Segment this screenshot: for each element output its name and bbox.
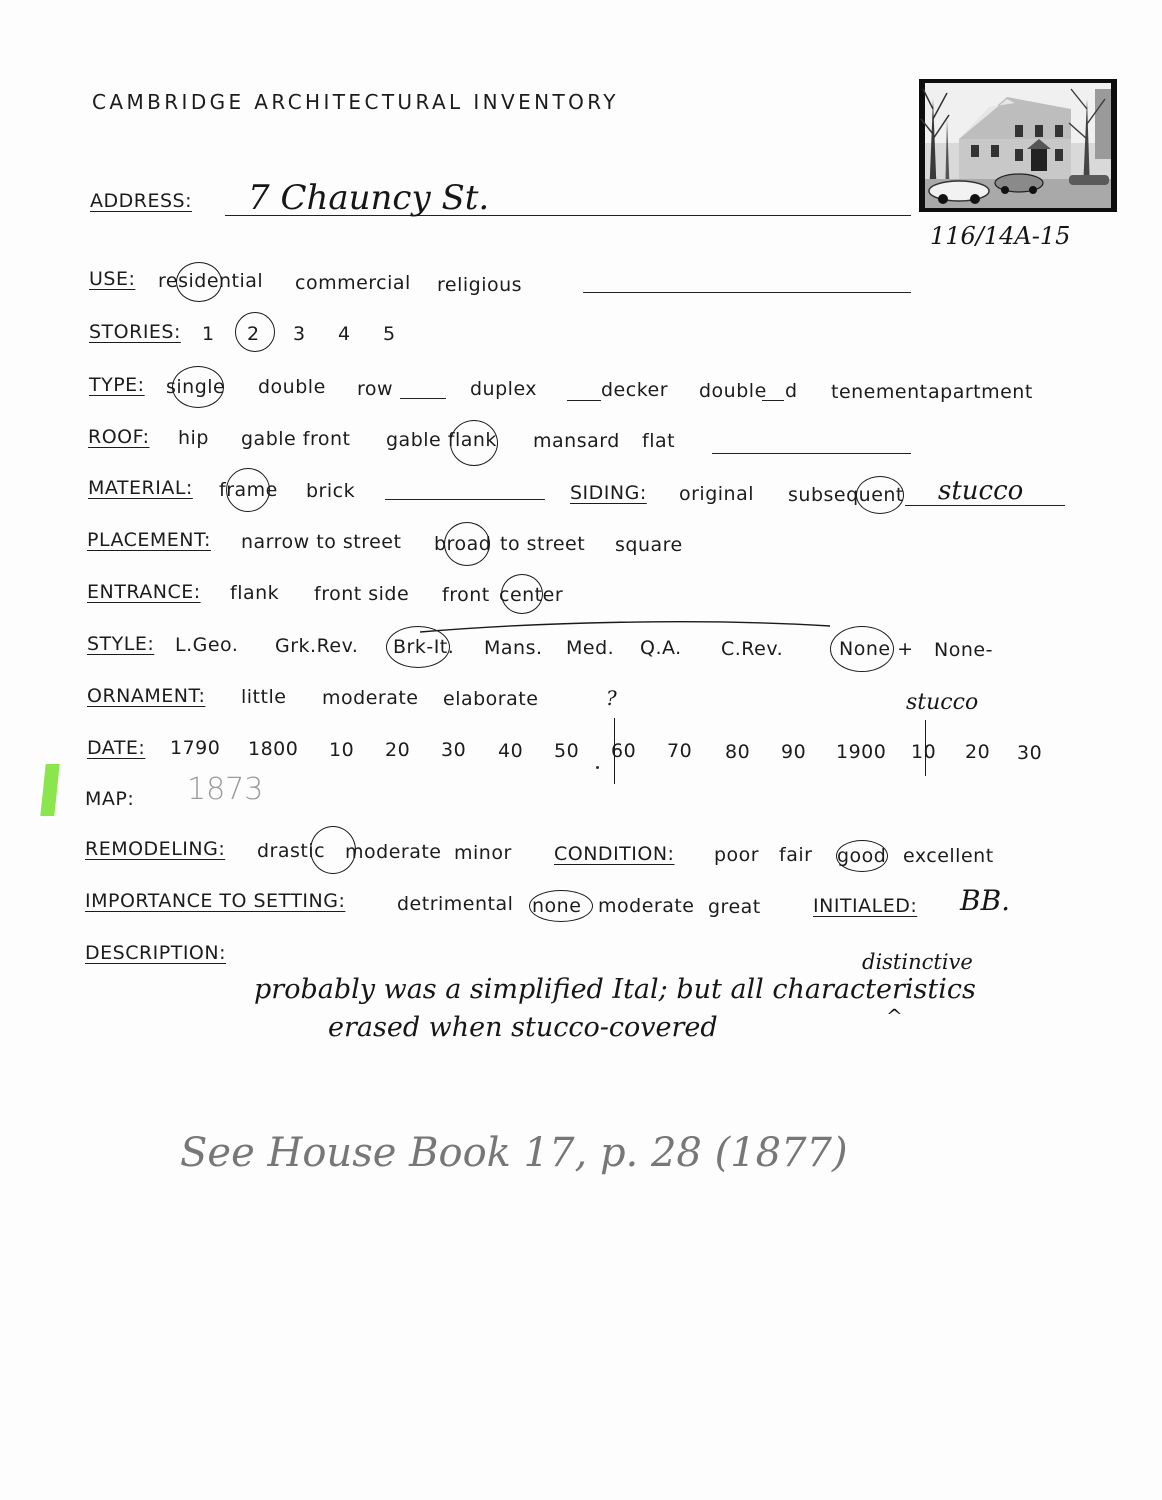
entrance-option-front: front <box>442 584 490 606</box>
type-selection-circle <box>172 366 224 408</box>
use-other-line <box>583 292 911 293</box>
stories-option-1: 1 <box>202 323 215 345</box>
siding-selection-circle <box>856 476 904 514</box>
date-option-20: 20 <box>385 739 411 761</box>
date-option-1930: 30 <box>1017 742 1043 764</box>
importance-option-none: none <box>532 895 582 917</box>
date-option-1800: 1800 <box>248 738 299 760</box>
type-option-d: d <box>785 380 798 402</box>
type-row-blank <box>400 398 446 399</box>
date-mark-1860 <box>614 718 615 784</box>
condition-option-poor: poor <box>714 844 760 866</box>
ornament-option-little: little <box>241 686 287 708</box>
description-line-2: erased when stucco-covered <box>328 1012 718 1043</box>
date-note: stucco <box>906 690 979 715</box>
remodeling-label: REMODELING: <box>85 838 226 860</box>
stories-option-3: 3 <box>293 323 306 345</box>
footnote: See House Book 17, p. 28 (1877) <box>180 1130 848 1176</box>
siding-option-subsequent: subsequent <box>788 484 904 506</box>
remodeling-option-drastic: drastic <box>257 840 326 862</box>
roof-option-mansard: mansard <box>533 430 620 452</box>
stories-option-2: 2 <box>247 323 260 345</box>
date-option-90: 90 <box>781 741 807 763</box>
map-label: MAP: <box>85 788 135 810</box>
use-option-religious: religious <box>437 274 523 296</box>
initialed-label: INITIALED: <box>813 895 918 917</box>
date-option-10: 10 <box>329 739 355 761</box>
condition-option-fair: fair <box>779 844 813 866</box>
placement-option-square: square <box>615 534 683 556</box>
type-label: TYPE: <box>89 374 145 396</box>
roof-option-gable-flank: gable flank <box>386 429 497 451</box>
stories-selection-circle <box>235 312 275 352</box>
placement-selection-circle <box>444 522 490 566</box>
description-caret: ^ <box>886 1004 903 1028</box>
type-option-double-d: double <box>699 380 767 402</box>
placement-option-to-street: to street <box>500 533 586 555</box>
importance-option-moderate: moderate <box>598 895 695 917</box>
importance-selection-circle <box>529 890 593 922</box>
condition-option-excellent: excellent <box>903 845 994 867</box>
date-option-60: 60 <box>611 740 637 762</box>
siding-label: SIDING: <box>570 482 647 504</box>
siding-option-original: original <box>679 483 755 505</box>
style-option-qa: Q.A. <box>640 637 682 659</box>
initialed-value: BB. <box>960 884 1011 917</box>
siding-written-value: stucco <box>938 476 1024 506</box>
date-option-80: 80 <box>725 741 751 763</box>
stories-option-5: 5 <box>383 323 396 345</box>
type-double-d-blank <box>762 400 784 401</box>
style-option-lgeo: L.Geo. <box>175 634 239 656</box>
importance-label: IMPORTANCE TO SETTING: <box>85 890 346 912</box>
date-option-70: 70 <box>667 740 693 762</box>
remodeling-option-moderate: moderate <box>345 841 442 863</box>
entrance-option-front-side: front side <box>314 583 410 605</box>
importance-option-detrimental: detrimental <box>397 893 514 915</box>
style-option-brkit: Brk-It. <box>393 636 455 658</box>
map-value: 1873 <box>187 772 264 807</box>
date-mark-dot <box>596 766 599 769</box>
use-option-commercial: commercial <box>295 272 411 294</box>
type-decker-blank <box>567 400 601 401</box>
type-option-single: single <box>166 376 226 398</box>
entrance-option-flank: flank <box>230 582 280 604</box>
placement-option-broad: broad <box>434 533 492 555</box>
date-option-30: 30 <box>441 739 467 761</box>
use-selection-circle <box>176 262 222 302</box>
remodeling-selection-circle <box>310 826 356 874</box>
condition-option-good: good <box>837 845 887 867</box>
house-photo <box>919 79 1117 212</box>
entrance-option-center: center <box>499 584 564 606</box>
type-option-double: double <box>258 376 326 398</box>
type-option-tenement: tenement <box>831 381 928 403</box>
date-option-1900: 1900 <box>836 741 887 763</box>
ornament-label: ORNAMENT: <box>87 685 206 707</box>
material-option-frame: frame <box>219 479 278 501</box>
description-label: DESCRIPTION: <box>85 942 227 964</box>
remodeling-option-minor: minor <box>454 842 512 864</box>
placement-option-narrow: narrow to street <box>241 531 402 553</box>
style-option-none-plus: None + <box>839 638 914 660</box>
highlight-mark <box>40 764 59 816</box>
condition-label: CONDITION: <box>554 843 675 865</box>
use-option-residential: residential <box>158 270 264 292</box>
material-option-brick: brick <box>306 480 356 502</box>
date-option-1920: 20 <box>965 741 991 763</box>
ornament-option-moderate: moderate <box>322 687 419 709</box>
form-title: CAMBRIDGE ARCHITECTURAL INVENTORY <box>92 90 619 114</box>
type-option-apartment: apartment <box>928 381 1033 403</box>
style-option-mans: Mans. <box>484 637 543 659</box>
material-selection-circle <box>226 468 270 512</box>
roof-selection-circle <box>450 420 498 466</box>
date-option-1910: 10 <box>911 741 937 763</box>
style-strike-line <box>420 614 840 638</box>
roof-option-hip: hip <box>178 427 209 449</box>
entrance-label: ENTRANCE: <box>87 581 201 603</box>
photo-reference: 116/14A-15 <box>930 222 1071 250</box>
roof-other-line <box>712 453 911 454</box>
style-option-none-minus: None- <box>934 639 993 661</box>
ornament-note: ? <box>606 686 617 710</box>
address-label: ADDRESS: <box>90 190 192 212</box>
stories-option-4: 4 <box>338 323 351 345</box>
roof-option-gable-front: gable front <box>241 428 351 450</box>
entrance-selection-circle <box>501 574 543 614</box>
date-option-40: 40 <box>498 740 524 762</box>
type-option-duplex: duplex <box>470 378 538 400</box>
style-option-med: Med. <box>566 637 615 659</box>
placement-label: PLACEMENT: <box>87 529 211 551</box>
style-label: STYLE: <box>87 633 155 655</box>
importance-option-great: great <box>708 896 761 918</box>
condition-selection-circle <box>836 840 888 872</box>
address-value: 7 Chauncy St. <box>248 178 490 218</box>
date-label: DATE: <box>87 737 146 759</box>
roof-label: ROOF: <box>88 426 150 448</box>
description-line-1: probably was a simplified Ital; but all characteristics <box>254 974 976 1005</box>
type-option-row: row <box>357 378 394 400</box>
material-other-line <box>385 499 545 500</box>
stories-label: STORIES: <box>89 321 181 343</box>
date-option-50: 50 <box>554 740 580 762</box>
use-label: USE: <box>89 268 136 290</box>
date-mark-1910 <box>925 720 926 776</box>
material-label: MATERIAL: <box>88 477 193 499</box>
style-option-grkrev: Grk.Rev. <box>275 635 359 657</box>
ornament-option-elaborate: elaborate <box>443 688 539 710</box>
style-option-crev: C.Rev. <box>721 638 784 660</box>
roof-option-flat: flat <box>642 430 676 452</box>
date-option-1790: 1790 <box>170 737 221 759</box>
type-option-decker: decker <box>601 379 669 401</box>
description-insert: distinctive <box>862 950 973 974</box>
